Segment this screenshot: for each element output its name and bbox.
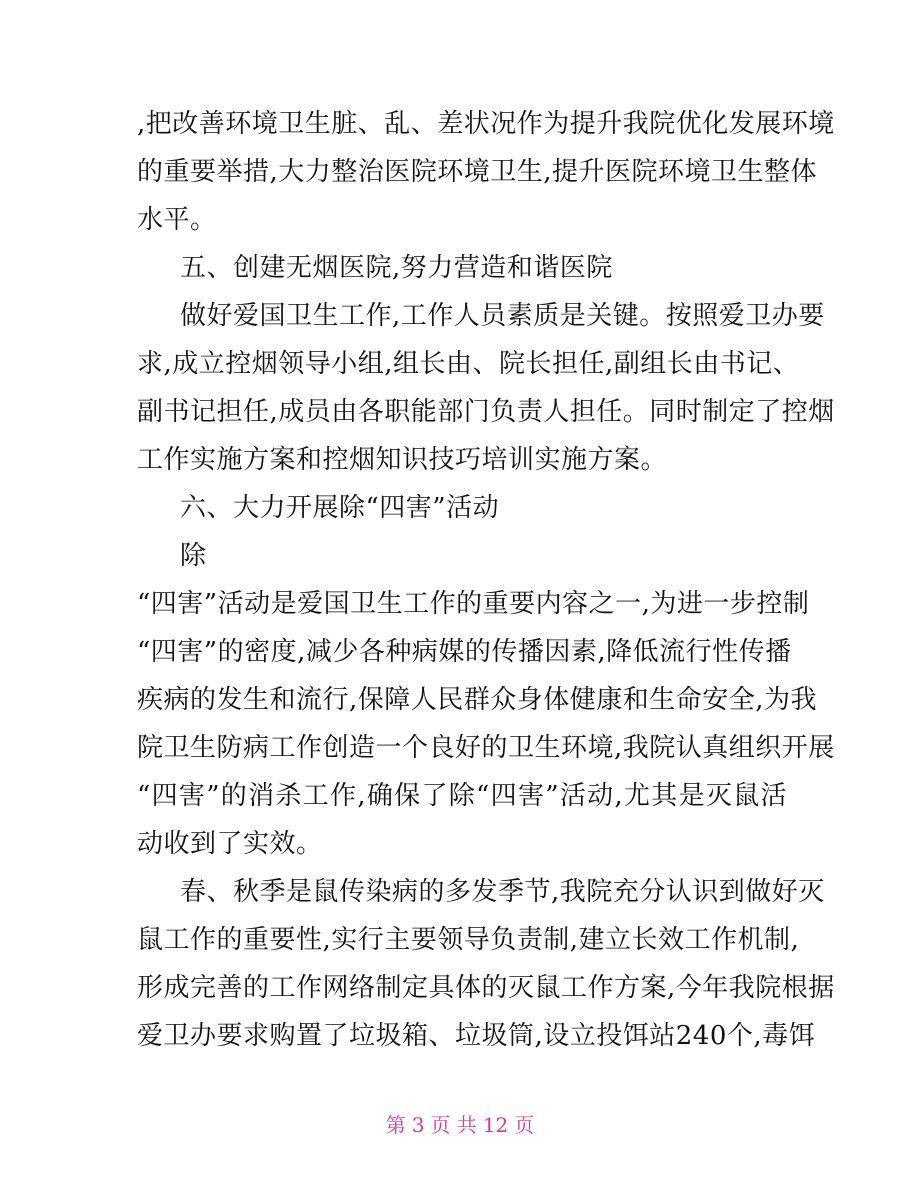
text-line: 春、秋季是鼠传染病的多发季节,我院充分认识到做好灭 (180, 877, 825, 907)
text-line: ,把改善环境卫生脏、乱、差状况作为提升我院优化发展环境 (137, 109, 835, 139)
section-heading-5: 五、创建无烟医院,努力营造和谐医院 (180, 253, 613, 283)
text-line: 的重要举措,大力整治医院环境卫生,提升医院环境卫生整体 (137, 157, 818, 187)
text-line: 副书记担任,成员由各职能部门负责人担任。同时制定了控烟 (137, 397, 835, 427)
text-line: 形成完善的工作网络制定具体的灭鼠工作方案,今年我院根据 (137, 973, 835, 1003)
text-line: 疾病的发生和流行,保障人民群众身体健康和生命安全,为我 (137, 685, 818, 715)
text-line: 求,成立控烟领导小组,组长由、院长担任,副组长由书记、 (137, 349, 800, 379)
section-heading-6: 六、大力开展除“四害”活动 (180, 493, 500, 523)
text-line: “四害”的密度,减少各种病媒的传播因素,降低流行性传播 (137, 637, 792, 667)
text-line: 动收到了实效。 (137, 829, 323, 859)
text-line: 做好爱国卫生工作,工作人员素质是关键。按照爱卫办要 (180, 301, 825, 331)
footer-middle: 页 共 (430, 1113, 477, 1137)
page-footer (0, 1112, 920, 1138)
text-line: 院卫生防病工作创造一个良好的卫生环境,我院认真组织开展 (137, 733, 835, 763)
text-line: 鼠工作的重要性,实行主要领导负责制,建立长效工作机制, (137, 925, 800, 955)
text-line: “四害”活动是爱国卫生工作的重要内容之一,为进一步控制 (137, 589, 810, 619)
total-pages-number: 12 (482, 1113, 509, 1137)
text-line: “四害”的消杀工作,确保了除“四害”活动,尤其是灭鼠活 (137, 781, 787, 811)
current-page-number: 3 (411, 1113, 425, 1137)
footer-suffix: 页 (514, 1113, 535, 1137)
text-line: 工作实施方案和控烟知识技巧培训实施方案。 (137, 445, 668, 475)
text-line: 除 (180, 541, 207, 571)
text-line: 爱卫办要求购置了垃圾箱、垃圾筒,设立投饵站240个,毒饵 (137, 1021, 816, 1051)
footer-prefix: 第 (385, 1113, 406, 1137)
text-line: 水平。 (137, 205, 217, 235)
